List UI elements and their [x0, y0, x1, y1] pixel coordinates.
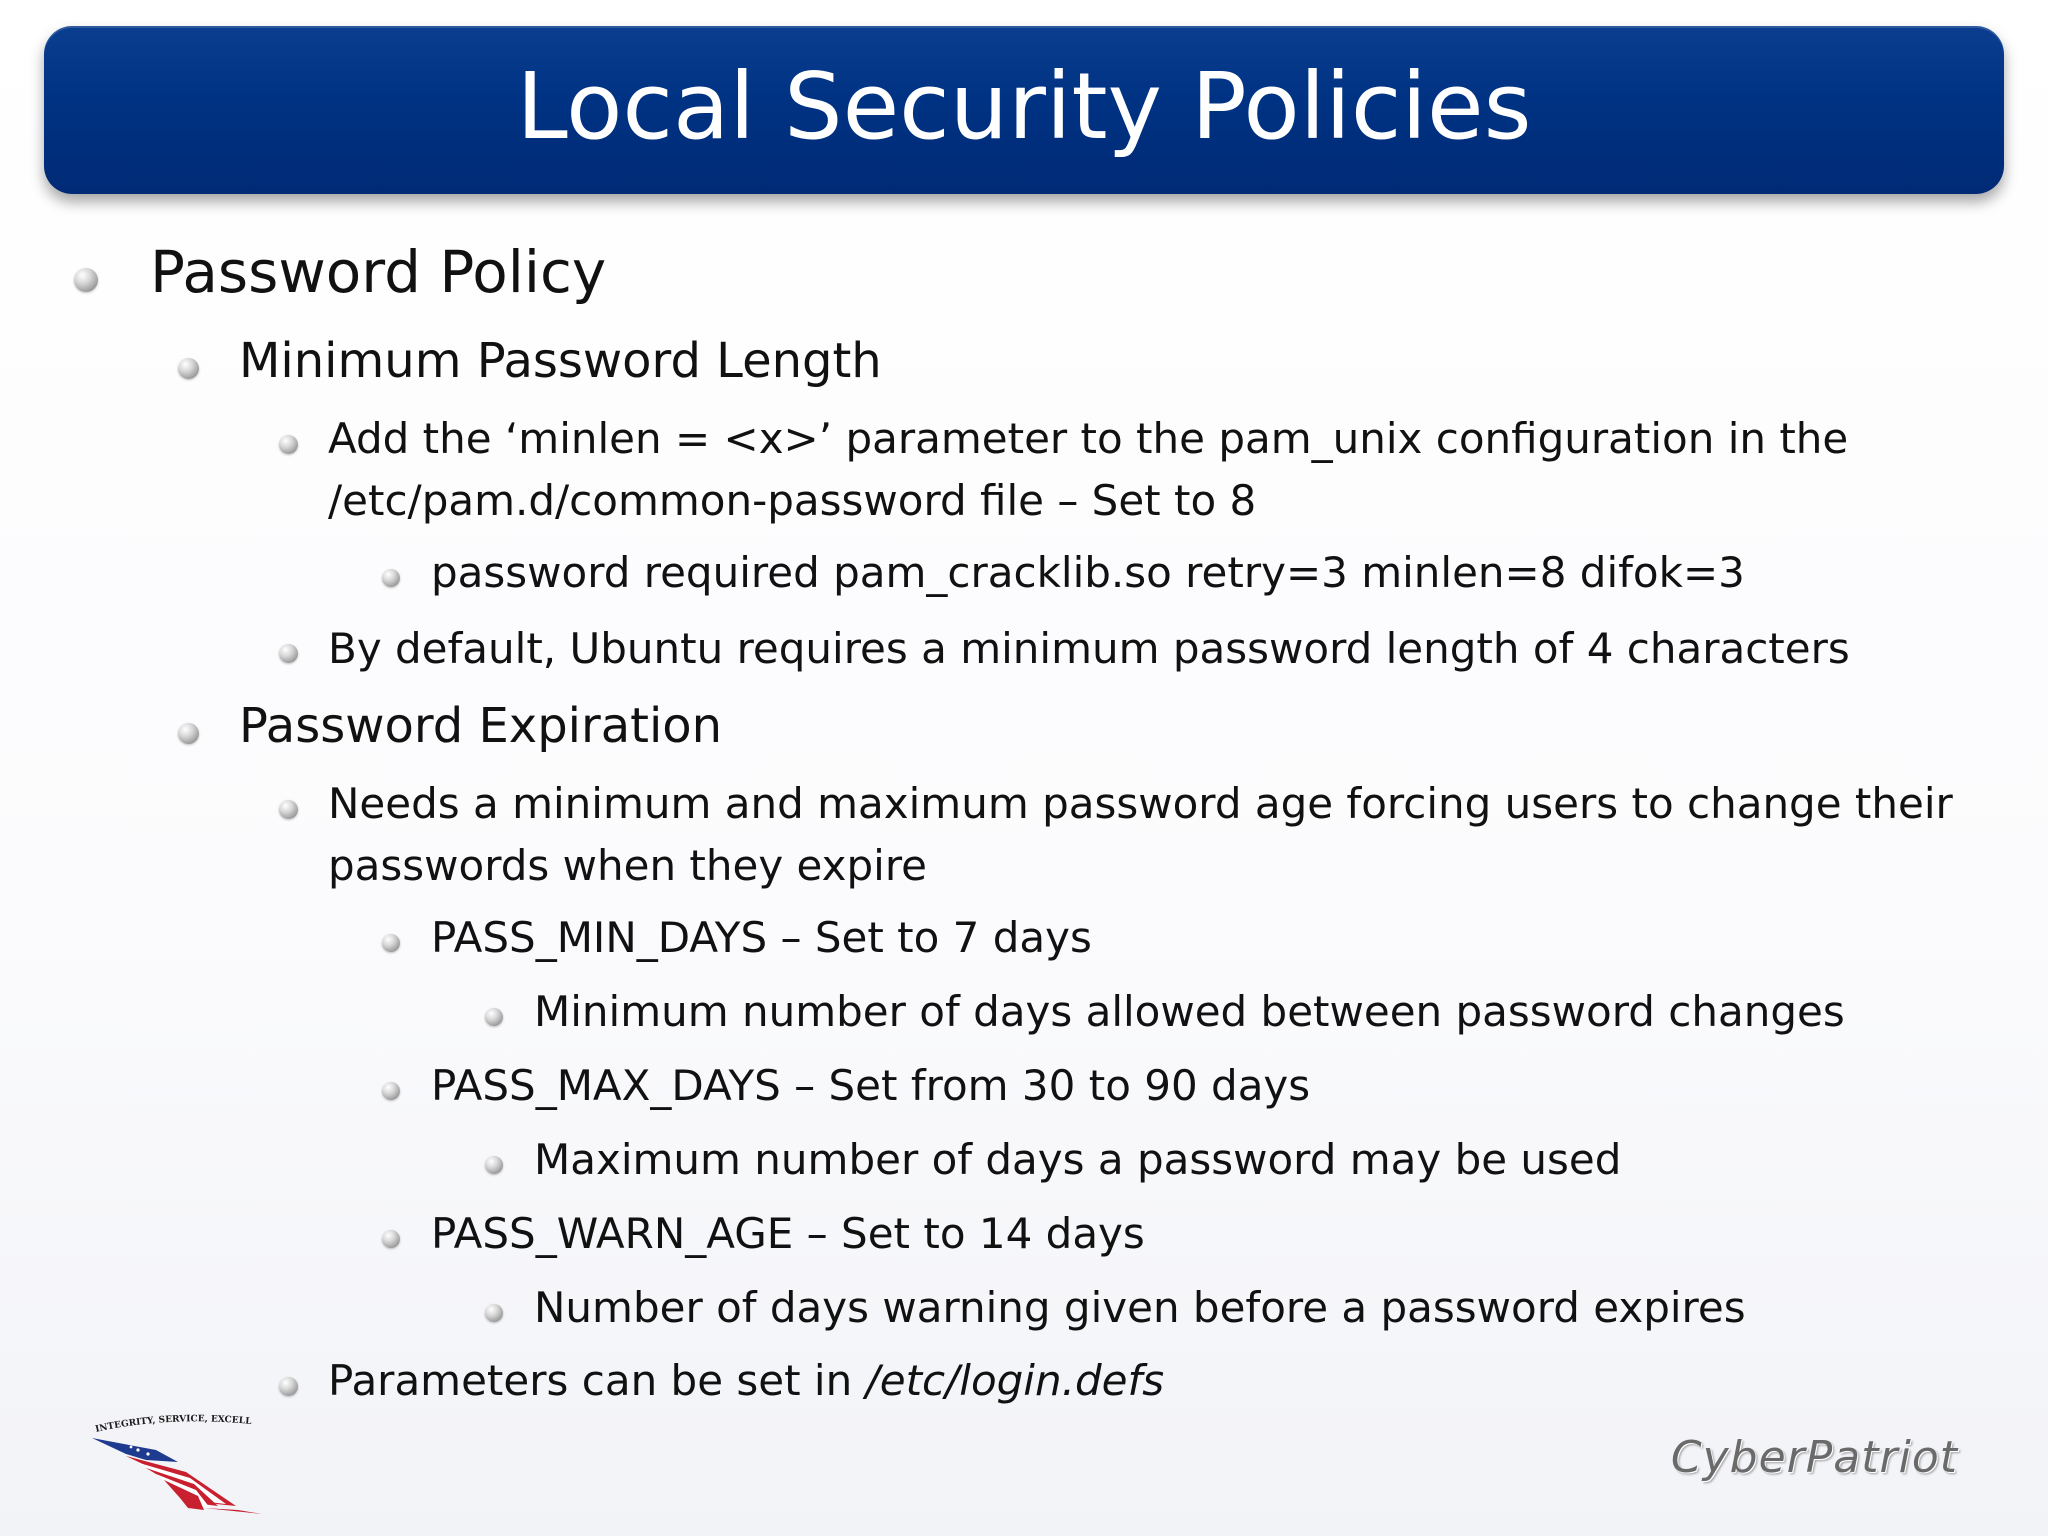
bullet-icon — [279, 644, 298, 663]
bullet-icon — [485, 1304, 503, 1322]
text-add-minlen-line2: /etc/pam.d/common-password file – Set to 8 — [328, 476, 1257, 525]
text-max-days-desc: Maximum number of days a password may be used — [534, 1135, 1622, 1184]
subheading-expiration: Password Expiration — [239, 698, 723, 754]
bullet-icon — [485, 1156, 503, 1174]
bullet-icon — [74, 268, 98, 292]
bullet-icon — [178, 358, 199, 379]
logo-motto-text: INTEGRITY, SERVICE, EXCELL — [94, 1414, 252, 1435]
subheading-min-length: Minimum Password Length — [239, 333, 882, 389]
text-needs-age-line1: Needs a minimum and maximum password age forcing users to change their — [328, 779, 1953, 828]
cyberpatriot-brand-logo: CyberPatriot — [1670, 1432, 1958, 1483]
text-ubuntu-default: By default, Ubuntu requires a minimum password length of 4 characters — [328, 624, 1850, 673]
text-pass-warn-age: PASS_WARN_AGE – Set to 14 days — [431, 1209, 1145, 1258]
text-min-days-desc: Minimum number of days allowed between password changes — [534, 987, 1845, 1036]
text-cracklib-line: password required pam_cracklib.so retry=3 minlen=8 difok=3 — [431, 548, 1745, 597]
text-pass-min-days: PASS_MIN_DAYS – Set to 7 days — [431, 913, 1092, 962]
heading-password-policy: Password Policy — [150, 238, 607, 306]
text-params-prefix: Parameters can be set in — [328, 1356, 866, 1405]
cyberpatriot-emblem-logo — [86, 1410, 266, 1520]
bullet-icon — [178, 723, 199, 744]
bullet-icon — [279, 1377, 298, 1396]
bullet-icon — [382, 1230, 400, 1248]
flag-wing-icon — [86, 1410, 266, 1520]
text-warn-age-desc: Number of days warning given before a password expires — [534, 1283, 1746, 1332]
text-add-minlen-line1: Add the ‘minlen = <x>’ parameter to the pam_unix configuration in the — [328, 414, 1849, 463]
text-login-defs-path: /etc/login.defs — [865, 1356, 1165, 1405]
bullet-icon — [485, 1008, 503, 1026]
text-pass-max-days: PASS_MAX_DAYS – Set from 30 to 90 days — [431, 1061, 1311, 1110]
text-needs-age-line2: passwords when they expire — [328, 841, 928, 890]
bullet-icon — [279, 435, 298, 454]
bullet-icon — [382, 1082, 400, 1100]
bullet-icon — [382, 569, 400, 587]
slide-title: Local Security Policies — [516, 53, 1532, 160]
text-params-location — [328, 1350, 1164, 1412]
bullet-icon — [279, 800, 298, 819]
bullet-icon — [382, 934, 400, 952]
